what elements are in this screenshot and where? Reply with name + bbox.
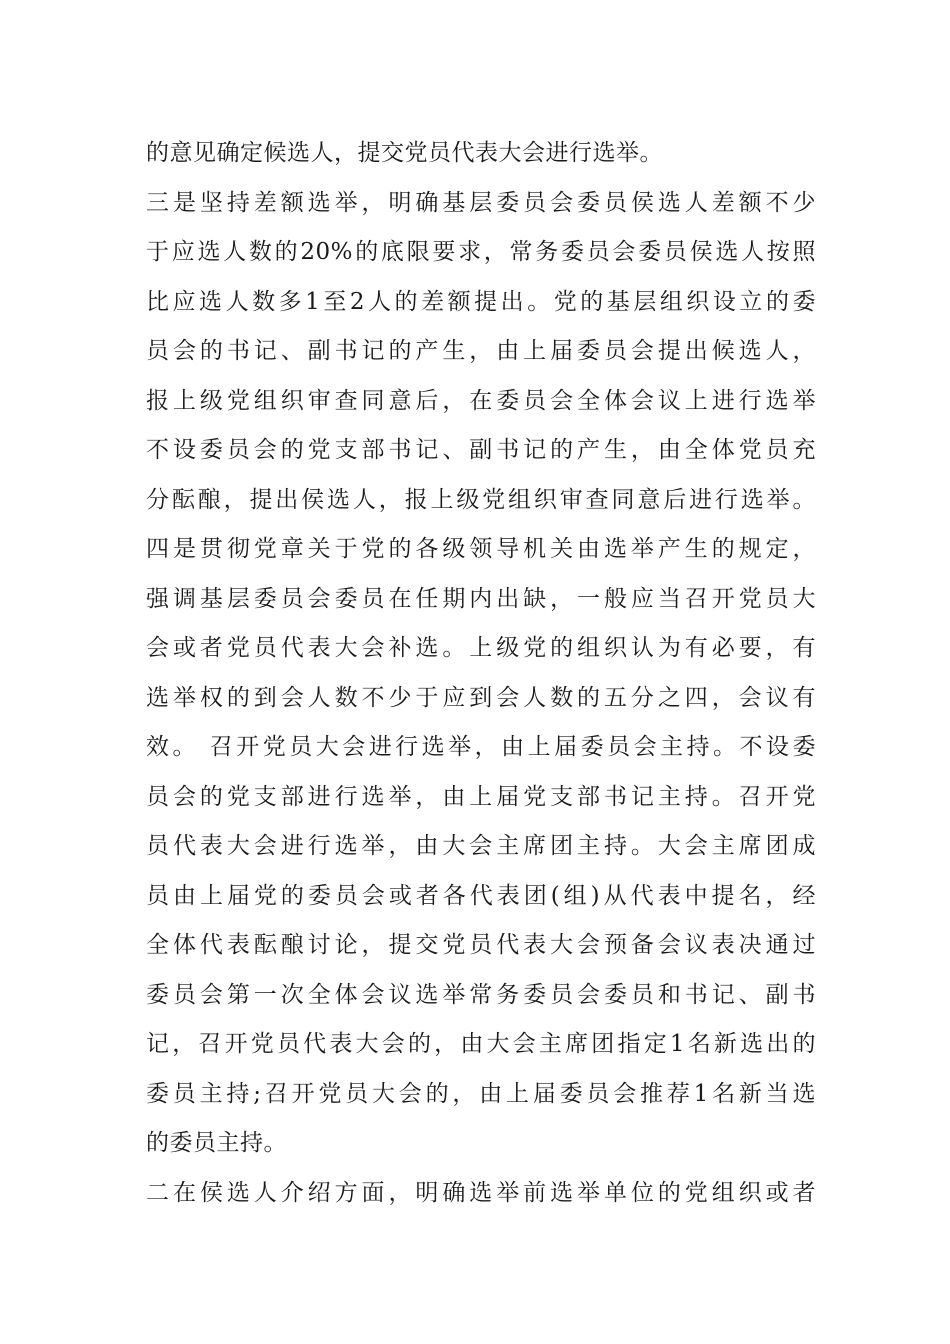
text-line: 记，召开党员代表大会的，由大会主席团指定1名新选出的 [146,1031,816,1057]
text-line: 选举权的到会人数不少于应到会人数的五分之四，会议有 [146,684,816,711]
text-line: 四是贯彻党章关于党的各级领导机关由选举产生的规定， [146,536,816,562]
text-line: 于应选人数的20%的底限要求，常务委员会委员侯选人按照 [146,239,816,265]
text-line: 比应选人数多1至2人的差额提出。党的基层组织设立的委 [146,288,816,315]
text-line: 分酝酿，提出侯选人，报上级党组织审查同意后进行选举。 [146,486,816,513]
text-line: 员会的书记、副书记的产生，由上届委员会提出候选人， [146,338,816,364]
text-line: 的委员主持。 [146,1130,287,1156]
text-line: 报上级党组织审查同意后，在委员会全体会议上进行选举 [146,387,816,414]
text-line: 二在侯选人介绍方面，明确选举前选举单位的党组织或者 [146,1179,816,1206]
text-line: 全体代表酝酿讨论，提交党员代表大会预备会议表决通过 [146,932,816,958]
text-line: 员会的党支部进行选举，由上届党支部书记主持。召开党 [146,783,816,810]
text-line: 委员会第一次全体会议选举常务委员会委员和书记、副书 [146,981,816,1008]
text-line: 强调基层委员会委员在任期内出缺，一般应当召开党员大 [146,585,816,612]
body-text [146,129,816,1218]
text-line: 员代表大会进行选举，由大会主席团主持。大会主席团成 [146,833,816,859]
text-line: 的意见确定候选人，提交党员代表大会进行选举。 [146,140,663,166]
text-line: 不设委员会的党支部书记、副书记的产生，由全体党员充 [146,437,816,463]
text-line: 三是坚持差额选举，明确基层委员会委员侯选人差额不少 [146,189,816,216]
text-line: 效。 召开党员大会进行选举，由上届委员会主持。不设委 [146,734,816,760]
text-line: 会或者党员代表大会补选。上级党的组织认为有必要，有 [146,635,816,661]
text-line: 委员主持;召开党员大会的，由上届委员会推荐1名新当选 [146,1080,816,1107]
text-line: 员由上届党的委员会或者各代表团(组)从代表中提名，经 [146,882,816,909]
